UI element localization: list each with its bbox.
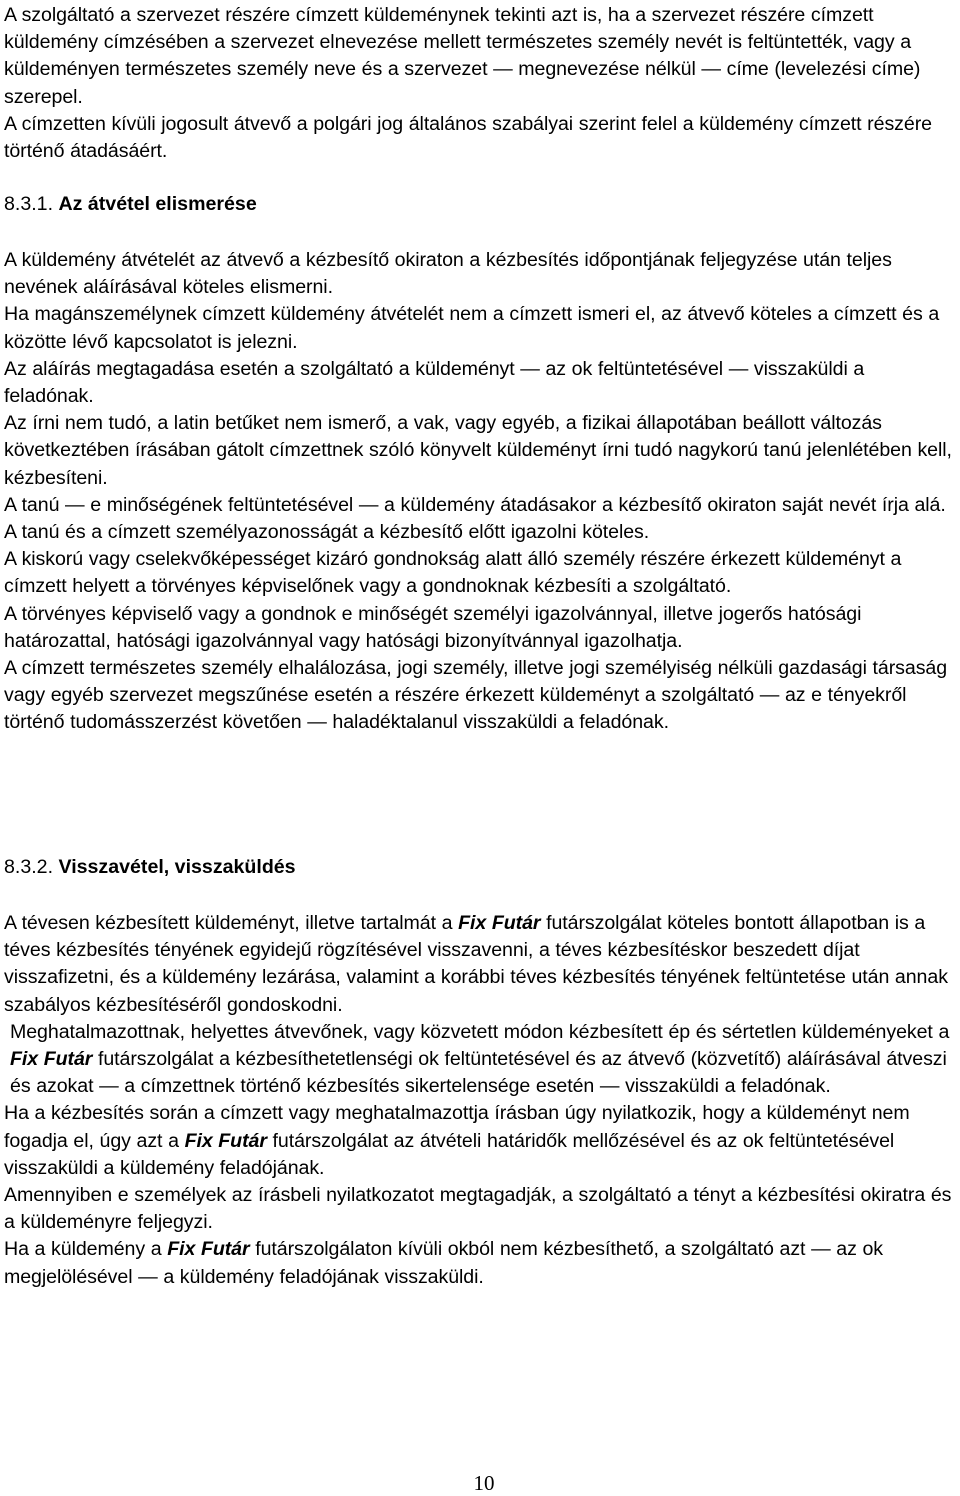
section-832-body: [4, 910, 952, 1291]
paragraph: A címzett természetes személy elhalálozása, jogi személy, illetve jogi személyiség nélküli gazdasági társaság vagy egyéb szervezet megszűnése esetén a részére érkezett küldeményt a szolgáltató — az e tényekről történő tudomásszerzést követően — haladéktalanul visszaküldi a feladónak.: [4, 657, 948, 734]
text-run: futárszolgálat a kézbesíthetetlenségi ok feltüntetésével és az átvevő (közvetítő) aláírásával átveszi és azokat — a címzettnek történő kézbesítés sikertelensége esetén — visszaküldi a feladónak.: [10, 1048, 947, 1098]
paragraph: [4, 1236, 952, 1290]
paragraph: A küldemény átvételét az átvevő a kézbesítő okiraton a kézbesítés időpontjának feljegyzése után teljes nevének aláírásával köteles elismerni.: [4, 249, 892, 299]
text-run: futárszolgálat az átvételi határidők mellőzésével és az ok feltüntetésével visszaküldi a küldemény feladójának.: [4, 1129, 895, 1179]
section-number: 8.3.2.: [4, 856, 54, 878]
brand-name: Fix Futár: [184, 1129, 267, 1152]
section-831-body: [4, 247, 952, 737]
paragraph: A kiskorú vagy cselekvőképességet kizáró gondnokság alatt álló személy részére érkezett küldeményt a címzett helyett a törvényes képviselőnek vagy a gondnoknak kézbesíti a szolgáltató.: [4, 548, 902, 598]
section-title: Az átvétel elismerése: [58, 193, 257, 215]
paragraph: [4, 1100, 952, 1182]
paragraph: [4, 1019, 952, 1101]
brand-name: Fix Futár: [10, 1048, 93, 1071]
paragraph: A szolgáltató a szervezet részére címzett küldeménynek tekinti azt is, ha a szervezet részére címzett küldemény címzésében a szervezet elnevezése mellett természetes személy nevét is feltüntették, vagy a küldeményen természetes személy neve és a szervezet — megnevezése nélkül — címe (levelezési címe) szerepel.: [4, 4, 921, 108]
text-run: futárszolgálat köteles bontott állapotban is a téves kézbesítés tényének egyidejű rögzítésével visszavenni, a téves kézbesítéskor beszedett díjat visszafizetni, és a küldemény lezárása, valamint a korábbi téves kézbesítés tényének feltüntetése után annak szabályos kézbesítéséről gondoskodni.: [4, 912, 948, 1016]
intro-block: [4, 2, 952, 165]
paragraph: Az aláírás megtagadása esetén a szolgáltató a küldeményt — az ok feltüntetésével — visszaküldi a feladónak.: [4, 357, 865, 408]
section-title: Visszavétel, visszaküldés: [58, 856, 296, 878]
paragraph: A tanú — e minőségének feltüntetésével — a küldemény átadásakor a kézbesítő okiraton saját nevét írja alá. A tanú és a címzett személyazonosságát a kézbesítő előtt igazolni köteles.: [4, 493, 946, 544]
paragraph: A címzetten kívüli jogosult átvevő a polgári jog általános szabályai szerint felel a küldemény címzett részére történő átadásáért.: [4, 112, 932, 163]
text-run: Ha a kézbesítés során a címzett vagy meghatalmazottja írásban úgy nyilatkozik, hogy a küldeményt nem fogadja el, úgy azt a: [4, 1102, 910, 1152]
brand-name: Fix Futár: [458, 912, 541, 934]
text-run: A tévesen kézbesített küldeményt, illetve tartalmát a: [4, 912, 459, 934]
section-heading-831: [4, 191, 257, 218]
section-number: 8.3.1.: [4, 193, 54, 215]
paragraph: Az írni nem tudó, a latin betűket nem ismerő, a vak, vagy egyéb, a fizikai állapotában beállott változás következtében írásában gátolt címzettnek szóló könyvelt küldeményt írni tudó nagykorú tanú jelenlétében kell, kézbesíteni.: [4, 412, 952, 489]
text-run: futárszolgálaton kívüli okból nem kézbesíthető, a szolgáltató azt — az ok megjelölésével — a küldemény feladójának visszaküldi.: [4, 1238, 883, 1288]
page-number: 10: [473, 1471, 495, 1495]
text-run: Meghatalmazottnak, helyettes átvevőnek, vagy közvetett módon kézbesített ép és sértetlen küldeményeket a: [10, 1020, 950, 1043]
brand-name: Fix Futár: [167, 1238, 250, 1261]
paragraph: A törvényes képviselő vagy a gondnok e minőségét személyi igazolvánnyal, illetve jogerős hatósági határozattal, hatósági igazolvánnyal vagy hatósági bizonyítvánnyal igazolhatja.: [4, 602, 862, 652]
section-heading-832: [4, 854, 296, 881]
paragraph: Amennyiben e személyek az írásbeli nyilatkozatot megtagadják, a szolgáltató a tényt a kézbesítési okiratra és a küldeményre feljegyzi.: [4, 1184, 952, 1234]
text-run: Ha a küldemény a: [4, 1238, 168, 1261]
paragraph: Ha magánszemélynek címzett küldemény átvételét nem a címzett ismeri el, az átvevő köteles a címzett és a közötte lévő kapcsolatot is jelezni.: [4, 303, 940, 353]
paragraph: [4, 910, 952, 1019]
